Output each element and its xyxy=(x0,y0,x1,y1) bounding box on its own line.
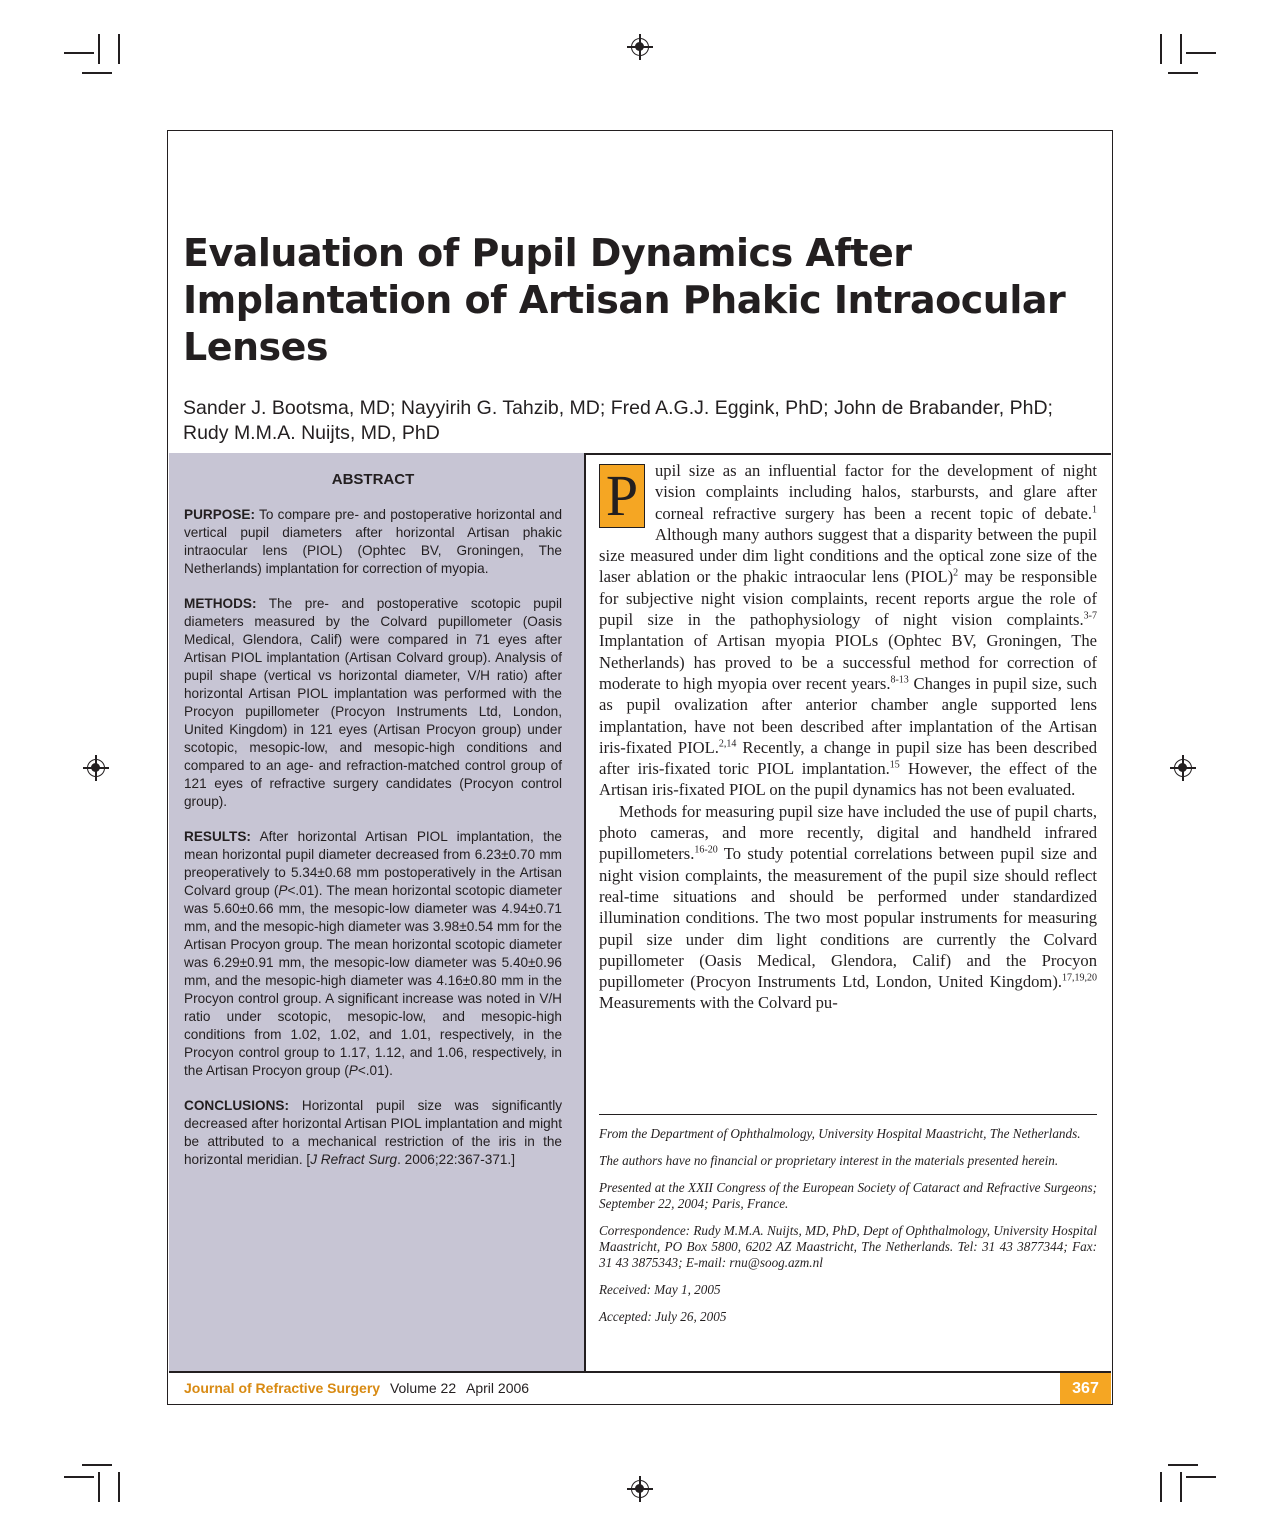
conclusions-label: CONCLUSIONS: xyxy=(184,1098,289,1113)
body-paragraph xyxy=(599,801,1097,1014)
footer-rule xyxy=(169,1371,1111,1373)
body-text: Changes in pupil size, such as pupil ovalization after anterior chamber angle supported lens implantation, have not been described after implantation of the Artisan iris-fixated PIOL. xyxy=(599,673,1097,757)
drop-cap: P xyxy=(599,464,645,528)
journal-name: Journal of Refractive Surgery xyxy=(184,1380,381,1396)
results-text: <.01). The mean horizontal scotopic diameter was 5.60±0.66 mm, the mesopic-low diameter was 4.94±0.71 mm, and the mesopic-high diameter was 3.98±0.54 mm for the Artisan Procyon group. The mean horizontal scotopic diameter was 6.29±0.91 mm, the mesopic-low diameter was 5.40±0.96 mm, and the mesopic-high diameter was 4.16±0.80 mm in the Procyon control group. A significant increase was noted in V/H ratio under scotopic, mesopic-low, and mesopic-high conditions from 1.02, 1.02, and 1.01, respectively, in the Procyon control group to 1.17, 1.12, and 1.06, respectively, in the Artisan Procyon group ( xyxy=(184,883,562,1078)
crop-mark xyxy=(98,1472,100,1502)
journal-volume: Volume 22 xyxy=(389,1380,457,1396)
footnote-correspondence: Correspondence: Rudy M.M.A. Nuijts, MD, PhD, Dept of Ophthalmology, University Hospital Maastricht, PO Box 5800, 6202 AZ Maastricht, The Netherlands. Tel: 31 43 3877344; Fax: 31 43 3875343; E-mail: rnu@soog.azm.nl xyxy=(599,1223,1098,1270)
body-text: Implantation of Artisan myopia PIOLs (Ophtec BV, Groningen, The Netherlands) has proved to be a successful method for correction of moderate to high myopia over recent years. xyxy=(599,631,1097,693)
footnote-affiliation: From the Department of Ophthalmology, University Hospital Maastricht, The Netherlands. xyxy=(599,1126,1081,1141)
page-footer xyxy=(184,1378,529,1398)
article-title: Evaluation of Pupil Dynamics After Implantation of Artisan Phakic Intraocular Lenses xyxy=(183,231,1066,369)
page-number: 367 xyxy=(1060,1373,1111,1404)
reference-marker: 15 xyxy=(889,759,900,771)
journal-citation: J Refract Surg xyxy=(310,1152,398,1167)
body-text: Recently, a change in pupil size has been described after iris-fixated toric PIOL implantation. xyxy=(599,737,1097,779)
author-list xyxy=(183,396,1103,446)
body-text: may be responsible for subjective night vision complaints, recent reports argue the role of pupil size in the pathophysiology of night vision complaints. xyxy=(599,567,1097,630)
registration-mark-icon xyxy=(631,38,649,56)
footnote-presented: Presented at the XXII Congress of the European Society of Cataract and Refractive Surgeons; September 22, 2004; Paris, France. xyxy=(599,1180,1097,1211)
body-text: To study potential correlations between pupil size and night vision complaints, the measurement of the pupil size should reflect real-time situations and should be performed under standardized illumination conditions. The two most popular instruments for measuring pupil size under dim light conditions are currently the Colvard pupillometer (Oasis Medical, Glendora, Calif) and the Procyon pupillometer (Procyon Instruments Ltd, London, United Kingdom). xyxy=(599,844,1097,992)
registration-mark-icon xyxy=(631,1480,649,1498)
purpose-text: To compare pre- and postoperative horizontal and vertical pupil diameters after horizontal Artisan phakic intraocular lens (PIOL) (Ophtec BV, Groningen, The Netherlands) implantation for correction of myopia. xyxy=(184,507,563,576)
body-paragraph xyxy=(599,460,1097,801)
footnotes xyxy=(599,1126,1097,1336)
article-body xyxy=(599,460,1097,1014)
methods-label: METHODS: xyxy=(184,596,257,611)
body-text: Methods for measuring pupil size have included the use of pupil charts, photo cameras, and more recently, digital and handheld infrared pupillometers. xyxy=(599,801,1097,864)
crop-mark xyxy=(1186,52,1216,54)
p-value-symbol: P xyxy=(348,1063,358,1078)
methods-text: The pre- and postoperative scotopic pupil diameters measured by the Colvard pupillometer (Oasis Medical, Glendora, Calif) were compared in 71 eyes after Artisan PIOL implantation (Artisan Colvard group). Analysis of pupil shape (vertical vs horizontal diameter, V/H ratio) after horizontal Artisan PIOL implantation was performed with the Procyon pupillometer (Procyon Instruments Ltd, London, United Kingdom) in 121 eyes (Artisan Procyon group) under scotopic, mesopic-low, and mesopic-high conditions and compared to an age- and refraction-matched control group of 121 eyes of refractive surgery candidates (Procyon control group). xyxy=(184,596,562,809)
abstract-conclusions xyxy=(184,1097,562,1169)
purpose-label: PURPOSE: xyxy=(184,507,256,522)
reference-marker: 2 xyxy=(953,567,959,579)
abstract-methods xyxy=(184,595,562,811)
body-text: Although many authors suggest that a disparity between the pupil size measured under dim light conditions and the optical zone size of the laser ablation or the phakic intraocular lens (PIOL) xyxy=(599,524,1097,587)
crop-mark xyxy=(1168,72,1198,74)
crop-mark xyxy=(1180,1472,1182,1502)
footnote-disclosure: The authors have no financial or proprietary interest in the materials presented herein. xyxy=(599,1153,1059,1168)
crop-mark xyxy=(1186,1476,1216,1478)
p-value-symbol: P xyxy=(278,883,288,898)
crop-mark xyxy=(118,34,120,64)
footnote-received: Received: May 1, 2005 xyxy=(599,1282,721,1297)
crop-mark xyxy=(1168,1464,1198,1466)
footnote-accepted: Accepted: July 26, 2005 xyxy=(599,1309,727,1324)
reference-marker: 16-20 xyxy=(694,844,718,856)
authors-line-2: Rudy M.M.A. Nuijts, MD, PhD xyxy=(183,422,440,444)
registration-mark-icon xyxy=(1174,759,1192,777)
body-text: upil size as an influential factor for the development of night vision complaints including halos, starbursts, and glare after corneal refractive surgery has been a recent topic of debate. xyxy=(655,461,1097,523)
reference-marker: 17,19,20 xyxy=(1062,972,1097,984)
crop-mark xyxy=(64,52,94,54)
crop-mark xyxy=(118,1472,120,1502)
results-text: <.01). xyxy=(357,1063,393,1078)
crop-mark xyxy=(82,1464,112,1466)
authors-line-1: Sander J. Bootsma, MD; Nayyirih G. Tahzib, MD; Fred A.G.J. Eggink, PhD; John de Brabander, PhD; xyxy=(183,397,1053,419)
reference-marker: 2,14 xyxy=(718,738,737,750)
abstract-purpose xyxy=(184,506,562,578)
journal-date: April 2006 xyxy=(466,1380,530,1396)
crop-mark xyxy=(1180,34,1182,64)
crop-mark xyxy=(82,72,112,74)
column-divider xyxy=(584,453,586,1371)
body-text: However, the effect of the Artisan iris-fixated PIOL on the pupil dynamics has not been evaluated. xyxy=(599,759,1097,800)
crop-mark xyxy=(1160,34,1162,64)
reference-marker: 3-7 xyxy=(1083,610,1097,622)
reference-marker: 8-13 xyxy=(890,674,909,686)
crop-mark xyxy=(98,34,100,64)
abstract-results xyxy=(184,828,562,1080)
body-text: Measurements with the Colvard pu- xyxy=(599,993,838,1013)
results-label: RESULTS: xyxy=(184,829,251,844)
abstract-heading: ABSTRACT xyxy=(331,471,415,488)
results-text: After horizontal Artisan PIOL implantation, the mean horizontal pupil diameter decreased from 6.23±0.70 mm preoperatively to 5.34±0.68 mm postoperatively in the Artisan Colvard group ( xyxy=(184,829,562,898)
crop-mark xyxy=(64,1476,94,1478)
footnote-rule xyxy=(599,1114,1097,1115)
registration-mark-icon xyxy=(87,759,105,777)
conclusions-text: . 2006;22:367-371.] xyxy=(397,1152,515,1167)
crop-mark xyxy=(1160,1472,1162,1502)
reference-marker: 1 xyxy=(1092,504,1097,516)
conclusions-text: Horizontal pupil size was significantly decreased after horizontal Artisan PIOL implantation and might be attributed to a mechanical restriction of the iris in the horizontal meridian. [ xyxy=(184,1098,563,1167)
abstract-panel xyxy=(169,453,584,1371)
